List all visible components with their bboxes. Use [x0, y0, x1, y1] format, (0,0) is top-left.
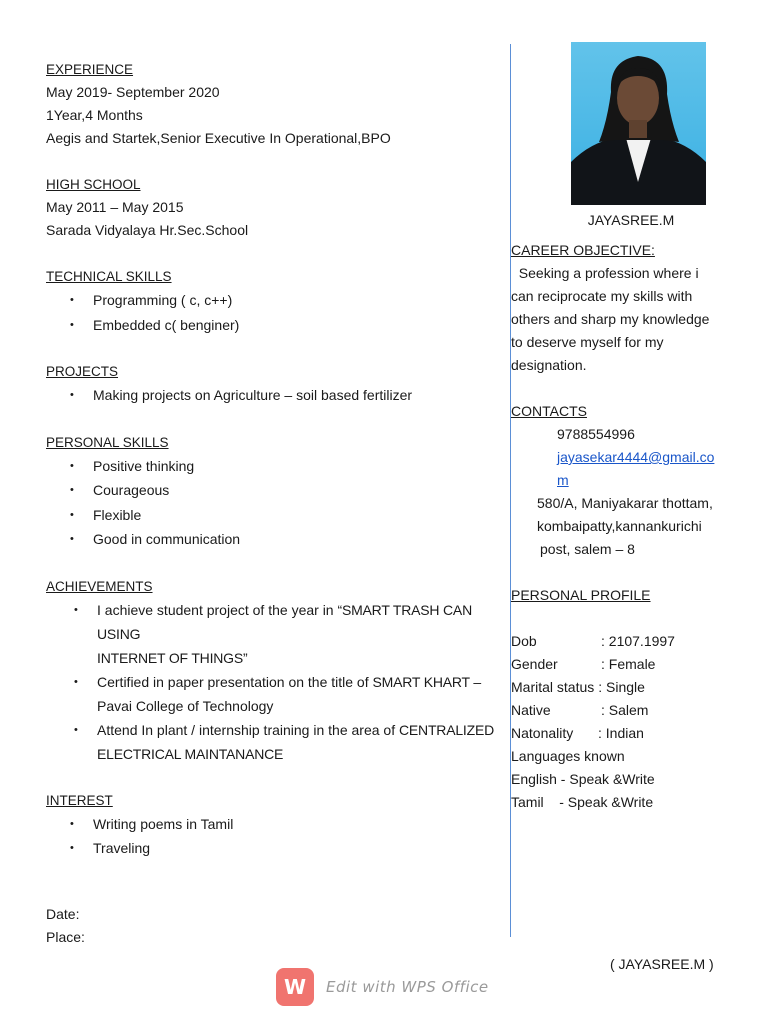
experience-duration: 1Year,4 Months	[46, 107, 143, 123]
achievement-emphasis: CENTRALIZED	[398, 721, 495, 738]
list-item: • Good in communication	[46, 527, 511, 552]
profile-row	[511, 653, 741, 676]
interest-heading: INTEREST	[46, 792, 113, 808]
high-school-name: Sarada Vidyalaya Hr.Sec.School	[46, 222, 249, 238]
high-school-dates: May 2011 – May 2015	[46, 199, 184, 215]
contacts-heading: CONTACTS	[511, 403, 587, 419]
profile-value: : 2107.1997	[601, 633, 675, 649]
profile-key: Dob	[511, 633, 537, 649]
personal-profile-section	[511, 584, 741, 814]
experience-role: Aegis and Startek,Senior Executive In Operational,BPO	[46, 130, 391, 146]
date-place-block	[46, 903, 85, 949]
achievements-section	[46, 575, 511, 766]
achievements-list	[46, 598, 511, 766]
address-line: post, salem – 8	[540, 541, 635, 557]
technical-skills-list	[46, 288, 511, 337]
achievements-heading: ACHIEVEMENTS	[46, 578, 153, 594]
list-item: • Embedded c( benginer)	[46, 313, 511, 338]
experience-section	[46, 58, 511, 150]
email-link[interactable]: jayasekar4444@gmail.co	[557, 449, 715, 465]
personal-profile-heading: PERSONAL PROFILE	[511, 587, 651, 603]
projects-heading: PROJECTS	[46, 364, 119, 379]
email-link-continued[interactable]: m	[557, 472, 569, 488]
languages-label: Languages known	[511, 748, 625, 764]
date-label: Date:	[46, 906, 80, 922]
candidate-name: JAYASREE.M	[587, 212, 675, 228]
objective-line: can reciprocate my skills with	[511, 288, 693, 304]
phone-number: 9788554996	[557, 426, 635, 442]
left-column	[46, 58, 511, 884]
technical-skills-section	[46, 265, 511, 337]
achievement-text: Attend In plant / internship training in the area of	[97, 721, 399, 738]
profile-key: Native	[511, 702, 551, 718]
profile-row	[511, 722, 741, 745]
profile-value: : Indian	[598, 725, 644, 741]
high-school-heading: HIGH SCHOOL	[46, 177, 141, 192]
personal-skills-section	[46, 431, 511, 552]
career-objective-heading: CAREER OBJECTIVE:	[511, 242, 655, 258]
profile-value: : Salem	[601, 702, 649, 718]
profile-key: Gender	[511, 656, 558, 672]
wps-logo-glyph: W	[283, 975, 307, 999]
address-line: kombaipatty,kannankurichi	[537, 518, 702, 534]
achievement-line2: Pavai College of Technology	[97, 697, 274, 714]
list-item: • Programming ( c, c++)	[46, 288, 511, 313]
profile-value: : Female	[601, 656, 656, 672]
achievement-text: Certified in paper presentation on the title of	[97, 673, 373, 690]
profile-value: : Single	[598, 679, 645, 695]
signature: ( JAYASREE.M )	[610, 956, 714, 972]
place-label: Place:	[46, 929, 85, 945]
wps-watermark-text: Edit with WPS Office	[326, 978, 489, 996]
list-item: • Flexible	[46, 503, 511, 528]
career-objective-section	[511, 239, 741, 377]
interest-list	[46, 812, 511, 861]
achievement-emphasis: SMART KHART –	[372, 673, 481, 690]
objective-line: to deserve myself for my	[511, 334, 664, 350]
list-item: • Writing poems in Tamil	[46, 812, 511, 837]
profile-photo	[571, 42, 706, 205]
list-item	[46, 670, 511, 718]
language-line: Tamil - Speak &Write	[511, 794, 654, 810]
list-item: • Traveling	[46, 836, 511, 861]
technical-skills-heading: TECHNICAL SKILLS	[46, 269, 172, 284]
objective-line: designation.	[511, 357, 587, 373]
experience-heading: EXPERIENCE	[46, 62, 134, 77]
language-line: English - Speak &Write	[511, 771, 655, 787]
profile-key: Natonality	[511, 725, 574, 741]
wps-watermark[interactable]	[276, 968, 489, 1006]
list-item	[46, 718, 511, 766]
profile-row	[511, 676, 741, 699]
high-school-section	[46, 173, 511, 242]
achievement-line2: INTERNET OF THINGS”	[97, 649, 248, 666]
wps-logo-icon	[276, 968, 314, 1006]
profile-row	[511, 699, 741, 722]
achievement-line2: ELECTRICAL MAINTANANCE	[97, 745, 284, 762]
achievement-text: I achieve student project of the year in	[97, 601, 338, 618]
person-silhouette-icon	[571, 42, 706, 205]
objective-line: Seeking a profession where i	[511, 265, 699, 281]
personal-skills-heading: PERSONAL SKILLS	[46, 434, 169, 450]
contacts-section	[511, 400, 741, 561]
personal-skills-list	[46, 454, 511, 552]
profile-key: Marital status	[511, 679, 595, 695]
profile-row	[511, 630, 741, 653]
interest-section	[46, 789, 511, 861]
projects-section	[46, 360, 511, 408]
list-item	[46, 598, 511, 670]
list-item: • Positive thinking	[46, 454, 511, 479]
achievement-emphasis: “SMART TRASH CAN USING	[97, 601, 472, 642]
objective-line: others and sharp my knowledge	[511, 311, 710, 327]
experience-dates: May 2019- September 2020	[46, 84, 220, 100]
list-item: • Making projects on Agriculture – soil based fertilizer	[46, 383, 511, 408]
projects-list	[46, 383, 511, 408]
list-item: • Courageous	[46, 478, 511, 503]
address-line: 580/A, Maniyakarar thottam,	[537, 495, 713, 511]
